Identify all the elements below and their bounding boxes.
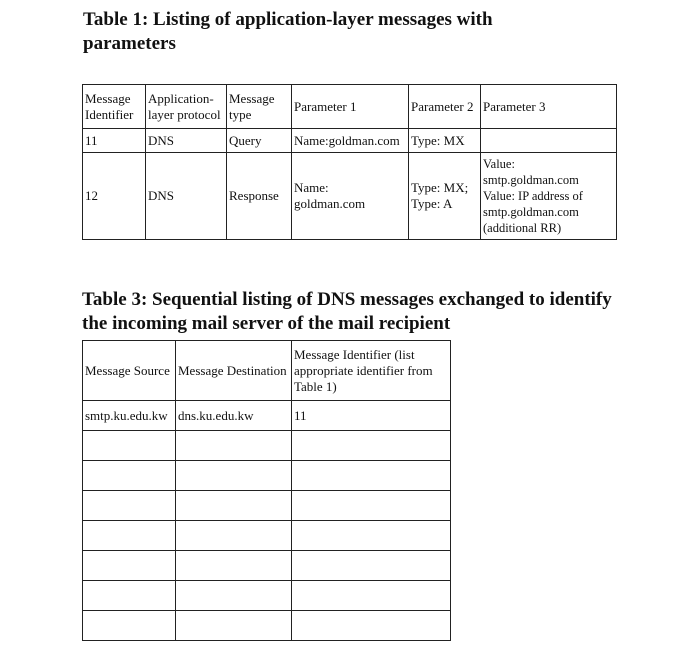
table-row (83, 129, 617, 153)
cell-parameter-1: Name: goldman.com (292, 153, 409, 240)
cell-message-identifier (292, 581, 451, 611)
cell-message-source (83, 461, 176, 491)
cell-message-source (83, 551, 176, 581)
cell-message-identifier: 11 (292, 401, 451, 431)
cell-message-source: smtp.ku.edu.kw (83, 401, 176, 431)
header-parameter-3: Parameter 3 (481, 85, 617, 129)
cell-parameter-3 (481, 129, 617, 153)
empty-table-row (83, 431, 451, 461)
empty-table-row (83, 581, 451, 611)
cell-parameter-1: Name:goldman.com (292, 129, 409, 153)
cell-application-protocol: DNS (146, 129, 227, 153)
header-message-identifier: Message Identifier (list appropriate identifier from Table 1) (292, 341, 451, 401)
table-row (83, 153, 617, 240)
cell-message-source (83, 581, 176, 611)
header-message-destination: Message Destination (176, 341, 292, 401)
header-message-type: Message type (227, 85, 292, 129)
header-message-source: Message Source (83, 341, 176, 401)
cell-message-identifier: 12 (83, 153, 146, 240)
cell-message-identifier (292, 491, 451, 521)
cell-message-source (83, 431, 176, 461)
header-application-protocol: Application-layer protocol (146, 85, 227, 129)
empty-table-row (83, 611, 451, 641)
cell-message-destination (176, 581, 292, 611)
empty-table-row (83, 461, 451, 491)
cell-message-destination: dns.ku.edu.kw (176, 401, 292, 431)
cell-message-destination (176, 521, 292, 551)
cell-message-destination (176, 491, 292, 521)
empty-table-row (83, 521, 451, 551)
cell-parameter-2: Type: MX; Type: A (409, 153, 481, 240)
cell-message-destination (176, 461, 292, 491)
table-3-title: Table 3: Sequential listing of DNS messages exchanged to identify the incoming mail server of the mail recipient (82, 289, 612, 334)
cell-message-destination (176, 551, 292, 581)
empty-table-row (83, 491, 451, 521)
table-row (83, 401, 451, 431)
cell-message-destination (176, 431, 292, 461)
cell-message-identifier: 11 (83, 129, 146, 153)
cell-message-identifier (292, 461, 451, 491)
cell-message-identifier (292, 431, 451, 461)
table-3 (82, 340, 451, 641)
table-1-header-row (83, 85, 617, 129)
cell-parameter-3: Value: smtp.goldman.com Value: IP address of smtp.goldman.com (additional RR) (481, 153, 617, 240)
cell-application-protocol: DNS (146, 153, 227, 240)
table-1 (82, 84, 617, 240)
cell-message-source (83, 611, 176, 641)
header-message-identifier: Message Identifier (83, 85, 146, 129)
header-parameter-1: Parameter 1 (292, 85, 409, 129)
cell-message-identifier (292, 611, 451, 641)
cell-parameter-2: Type: MX (409, 129, 481, 153)
empty-table-row (83, 551, 451, 581)
cell-message-source (83, 521, 176, 551)
table-1-title: Table 1: Listing of application-layer messages with parameters (83, 9, 493, 54)
cell-message-type: Query (227, 129, 292, 153)
cell-message-identifier (292, 521, 451, 551)
cell-message-source (83, 491, 176, 521)
header-parameter-2: Parameter 2 (409, 85, 481, 129)
table-3-header-row (83, 341, 451, 401)
cell-message-destination (176, 611, 292, 641)
cell-message-identifier (292, 551, 451, 581)
cell-message-type: Response (227, 153, 292, 240)
